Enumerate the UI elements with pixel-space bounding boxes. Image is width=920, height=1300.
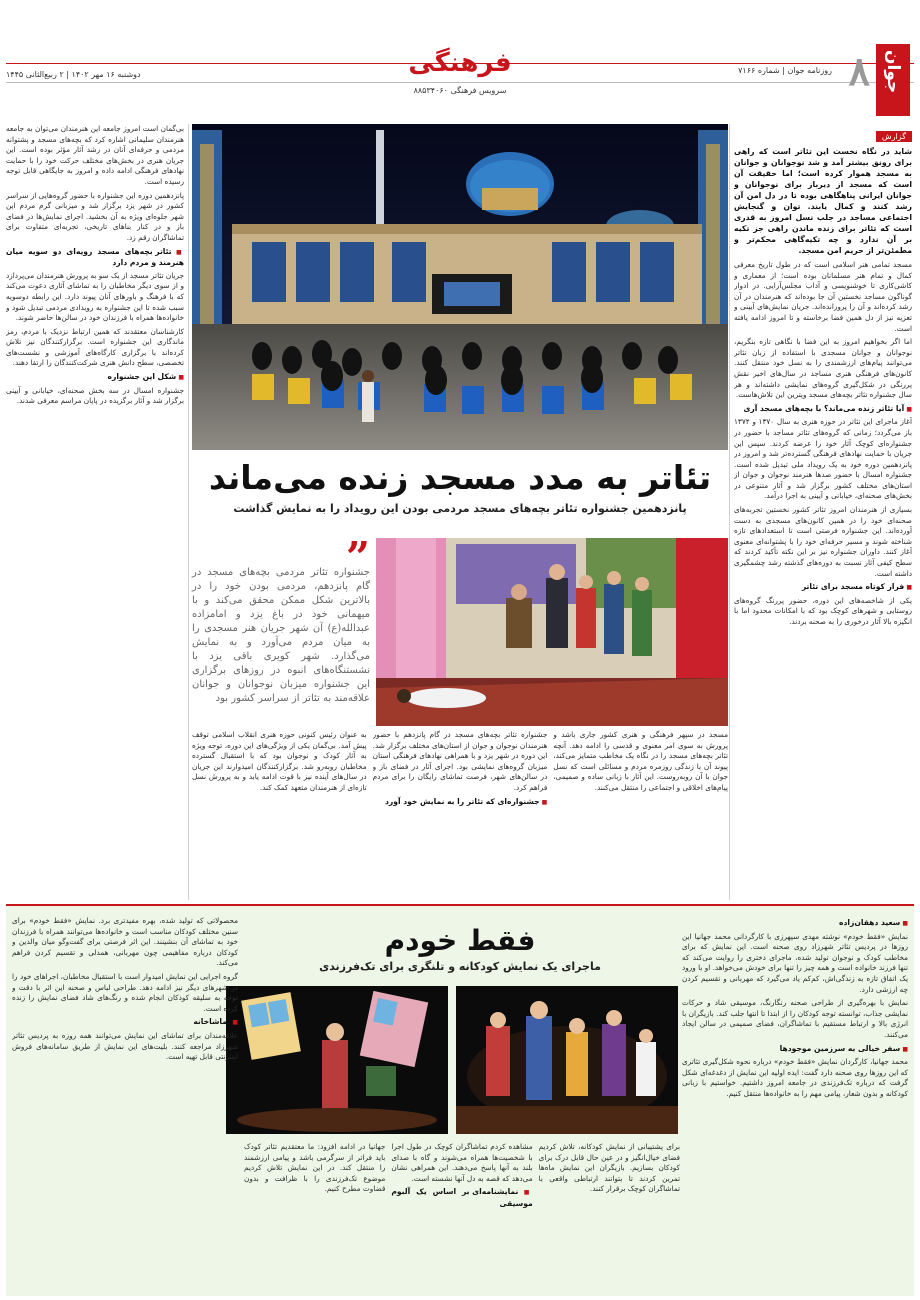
main-headline: تئاتر به مدد مسجد زنده می‌ماند bbox=[208, 458, 712, 497]
subheading: ■ شکل این جشنواره bbox=[6, 372, 184, 384]
play-scene-2 bbox=[226, 986, 448, 1134]
body-paragraph: علاقه‌مندان برای تماشای این نمایش می‌توانند همه روزه به پردیس تئاتر شهرزاد مراجعه کنند. بلیت‌های این نمایش از طریق سامانه‌های فروش اینترنتی قابل تهیه است. bbox=[12, 1030, 238, 1062]
bottom-mid-columns bbox=[244, 1142, 680, 1292]
body-paragraph: مسجد در سپهر فرهنگی و هنری کشور جاری باشد و پرورش به سوی امر معنوی و قدسی را ادامه دهد. آنچه تئاتر بچه‌های مسجد را در نگاه یک مخاطب متمایز می‌کند، پیوند آن با زندگی روزمره مردم و مسائلی است که نسل جوان با آن روبه‌روست. این آثار با زبانی ساده و صمیمی، پیام‌های اخلاقی و اجتماعی را منتقل می‌کنند. bbox=[553, 730, 728, 792]
body-paragraph: مسجد تمامی هنر اسلامی است که در طول تاریخ معرفی کمال و تمام هنر مسلمانان بوده است؛ از معماری و کاشی‌کاری تا خوشنویسی و آداب مجلس‌آرایی. در ادوار گوناگون مساجد نخستین آن جا بوده‌اند که هنرمندان در آن رشد کرده‌اند و آن را پرورانده‌اند. جریان نمایش‌های آیینی و تعزیه نیز از دل همین فضا برخاسته و تا امروز ادامه یافته است. bbox=[734, 260, 912, 333]
body-paragraph: بی‌گمان است امروز جامعه این هنرمندان می‌توان به جامعه هنرمندان سلیمانی اشاره کرد که بچه‌های مسجد و پشتوانه مردمی و حرفه‌ای آنان در رشد آثار مؤثر بوده است. این جریان هنری در بخش‌های مختلف حرکت خود را با حمایت نهادهای فرهنگی ادامه داده و امروز به جایگاهی قابل توجه رسیده است. bbox=[6, 124, 184, 186]
bottom-right-column bbox=[682, 916, 908, 1294]
bottom-left-column bbox=[12, 916, 238, 1294]
pull-quote bbox=[192, 533, 370, 704]
mosque-illustration bbox=[192, 124, 728, 450]
body-paragraph: جشنواره تئاتر بچه‌های مسجد در گام پانزدهم با حضور هنرمندان نوجوان و جوان از استان‌های مختلف برگزار شد. این دوره در شهر یزد و با همراهی نهادهای فرهنگی استان میزبان گروه‌های نمایشی بود. اجرای آثار در فضای باز و در سالن‌های شهر، فرصت تماشای رایگان را برای مردم فراهم کرد. bbox=[372, 730, 548, 792]
subheading: ■ تماشاخانه bbox=[12, 1017, 238, 1029]
text-column bbox=[373, 730, 548, 902]
page-number: ۸ bbox=[848, 48, 870, 95]
body-paragraph: بسیاری از هنرمندان امروز تئاتر کشور نخستین تجربه‌های صحنه‌ای خود را در همین کانون‌های مسجدی به دست آورده‌اند. این جشنواره فرصتی است تا استعدادهای تازه شناخته شوند و مسیر حرفه‌ای خود را با پشتوانه‌ای معنوی آغاز کنند. داوران جشنواره نیز بر این نکته تأکید کردند که سطح کیفی آثار نسبت به دوره‌های گذشته رشد چشمگیری داشته است. bbox=[734, 505, 912, 578]
subheading: ■ آیا تئاتر زنده می‌ماند؟ با بچه‌های مسجد آری bbox=[734, 404, 912, 416]
subheading: ■ تئاتر بچه‌های مسجد رویه‌ای دو سویه میان هنرمند و مردم دارد bbox=[6, 247, 184, 269]
report-tag: گزارش bbox=[876, 131, 912, 142]
paper-info: روزنامه جوان | شماره ۷۱۶۶ bbox=[738, 66, 832, 75]
column-divider bbox=[188, 124, 189, 900]
body-paragraph: یکی از شاخصه‌های این دوره، حضور پررنگ گروه‌های روستایی و شهرهای کوچک بود که با امکانات محدود اما با انگیزه بالا آثار درخوری را به صحنه بردند. bbox=[734, 595, 912, 626]
play-photo-1 bbox=[456, 986, 678, 1134]
subheading: ■ فرار کوتاه مسجد برای تئاتر bbox=[734, 582, 912, 594]
body-paragraph: برای پشتیبانی از نمایش کودکانه، تلاش کردیم فضای خیال‌انگیز و در عین حال قابل درک برای کودکان بسازیم. بازیگران این نمایش ماه‌ها تمرین کردند تا بتوانند ارتباطی واقعی با تماشاگران کوچک برقرار کنند. bbox=[538, 1142, 680, 1194]
body-paragraph: نمایش «فقط خودم» نوشته مهدی سپهرزی با کارگردانی محمد جهانیا این روزها در پردیس تئاتر شهرزاد روی صحنه است. این نمایش که برای مخاطب کودک و نوجوان تولید شده، ماجرای دختری را روایت می‌کند که تنها فرزند خانواده است و همه چیز را تنها برای خودش می‌خواهد. او با ورود یک اتفاق تازه به زندگی‌اش، کم‌کم یاد می‌گیرد که مهربانی و تقسیم کردن چه ارزشی دارد. bbox=[682, 931, 908, 994]
body-paragraph: کارشناسان معتقدند که همین ارتباط نزدیک با مردم، رمز ماندگاری این جشنواره است. برگزارکنندگان نیز تلاش کرده‌اند با برگزاری کارگاه‌های آموزشی و نشست‌های تخصصی، سطح دانش هنری شرکت‌کنندگان را ارتقا دهند. bbox=[6, 326, 184, 368]
subheading: ■ جشنواره‌ای که تئاتر را به نمایش خود آورد bbox=[373, 797, 548, 809]
section-subtitle: سرویس فرهنگی ۸۸۵۳۴۰۶۰ bbox=[413, 86, 507, 95]
author-name: ■ سعید دهقان‌زاده bbox=[682, 918, 908, 930]
text-column bbox=[539, 1142, 680, 1292]
play-scene-1 bbox=[456, 986, 678, 1134]
section-title: فرهنگی bbox=[408, 48, 512, 78]
body-paragraph: مشاهده کردم تماشاگران کوچک در طول اجرا با شخصیت‌ها همراه می‌شوند و گاه با صدای بلند به آنها پاسخ می‌دهند. این همراهی نشان می‌دهد که قصه به دل آنها نشسته است. bbox=[391, 1142, 533, 1183]
play-photo-2 bbox=[226, 986, 448, 1134]
text-column bbox=[553, 730, 728, 902]
bottom-article bbox=[6, 904, 914, 1296]
body-paragraph: نمایش با بهره‌گیری از طراحی صحنه رنگارنگ، موسیقی شاد و حرکات نمایشی جذاب، توانسته توجه کودکان را از ابتدا تا انتها جلب کند. بازیگران با انرژی بالا و ارتباط مستقیم با تماشاگران، فضای صمیمی در سالن ایجاد می‌کنند. bbox=[682, 998, 908, 1039]
quote-mark-icon: ” bbox=[345, 533, 370, 582]
children-play-photo bbox=[376, 538, 728, 726]
body-paragraph: جریان تئاتر مسجد از یک سو به پرورش هنرمندان می‌پردازد و از سوی دیگر مخاطبان را به تماشای آثاری دعوت می‌کند که با فرهنگ و باورهای آنان پیوند دارد. این رابطه دوسویه سبب شده تا این جشنواره به رویدادی مردمی تبدیل شود و خانواده‌ها همراه با فرزندان خود در سالن‌ها حاضر شوند. bbox=[6, 270, 184, 323]
lead-paragraph: شاید در نگاه نخست این تئاتر است که راهی برای رونق بیشتر آمد و شد نوجوانان و جوانان به مسجد هموار کرده است؛ اما حقیقت آن است که مسجد از دیرباز برای نوجوانان و جوانان ایرانی پناهگاهی بوده تا در دل امن آن رشد کنند و کمال یابند. توان و گنجایش اجتماعی مساجد در جلب نسل امروز به قدری است که تئاتر برای زنده ماندن راهی جز تکیه بر آن ندارد و چه تکیه‌گاهی محکم‌تر و مطمئن‌تر از حریم امن مسجد. bbox=[734, 147, 912, 255]
body-paragraph: اما اگر بخواهیم امروز به این فضا با نگاهی تازه بنگریم، نوجوانان و جوانان مسجدی با استفاده از زبان تئاتر می‌توانند پیام‌های ارزشمندی را به نسل خود منتقل کنند. کانون‌های فرهنگی هنری مساجد در سال‌های اخیر نقش پررنگی در شکل‌گیری گروه‌های نمایشی داشته‌اند و هر سال جشنواره تئاتر بچه‌های مسجد ویترین این تلاش‌هاست. bbox=[734, 337, 912, 400]
date-line: دوشنبه ۱۶ مهر ۱۴۰۲ | ۲ ربیع‌الثانی ۱۴۴۵ bbox=[6, 70, 141, 79]
body-paragraph: گروه اجرایی این نمایش امیدوار است با استقبال مخاطبان، اجراهای خود را در شهرهای دیگر نیز ادامه دهد. طراحی لباس و صحنه این اثر با دقت و توجه به سلیقه کودکان انجام شده و رنگ‌های شاد فضای نمایش را زنده کرده است. bbox=[12, 971, 238, 1013]
quote-text: جشنواره تئاتر مردمی بچه‌های مسجد در گام پانزدهم، مردمی بودن خود را در بالاترین شکل ممکن محقق می‌کند و با میهمانی خود در باغ یزد و امامزاده عبدالله(ع) آن شهر جریان هنر مسجدی را به میان مردم می‌آورد و به نمایش می‌گذارد. شهر کویری باقی یزد با نشستنگاه‌های انبوه در روزهای برگزاری این جشنواره میزبان نوجوانان و جوانان علاقه‌مند به تئاتر از سراسر کشور بود bbox=[192, 567, 370, 704]
bottom-subhead: ماجرای یک نمایش کودکانه و تلنگری برای تک‌فرزندی bbox=[319, 960, 601, 973]
subheading: ■ سفر خیالی به سرزمین موجودها bbox=[682, 1044, 908, 1056]
body-paragraph: جشنواره امسال در سه بخش صحنه‌ای، خیابانی و آیینی برگزار شد و آثار برگزیده در پایان مراسم معرفی شدند. bbox=[6, 385, 184, 406]
page-header bbox=[0, 0, 920, 118]
subheading: ■ نمایشنامه‌ای بر اساس یک آلبوم موسیقی bbox=[391, 1187, 532, 1209]
header-rule-2 bbox=[6, 82, 914, 83]
left-column bbox=[6, 124, 184, 904]
body-paragraph: جهانیا در ادامه افزود: ما معتقدیم تئاتر کودک باید فراتر از سرگرمی باشد و پیامی ارزشمند را منتقل کند. در این نمایش تلاش کردیم موضوع تک‌فرزندی را با ظرافت و بدون قضاوت مطرح کنیم. bbox=[244, 1142, 386, 1194]
column-divider bbox=[729, 124, 730, 900]
text-column bbox=[192, 730, 367, 902]
body-paragraph: پانزدهمین دوره این جشنواره با حضور گروه‌هایی از سراسر کشور در شهر یزد برگزار شد و میزبانی گرم مردم این شهر جلوه‌ای ویژه به آن بخشید. اجرای نمایش‌ها در فضای باز و در کنار بناهای تاریخی، تجربه‌ای متفاوت برای تماشاگران رقم زد. bbox=[6, 190, 184, 242]
stage-illustration bbox=[376, 538, 728, 726]
text-column bbox=[244, 1142, 385, 1292]
body-paragraph: آغاز ماجرای این تئاتر در حوزه هنری به سال ۱۳۷۰ و ۱۳۷۴ باز می‌گردد؛ زمانی که گروه‌های تئاتر مساجد با حضور در جشنواره‌ای کوچک آثار خود را عرضه کردند. سپس این جریان با حمایت نهادهای فرهنگی گسترده‌تر شد و امروز در پانزدهمین دوره خود به یک رویداد ملی تبدیل شده است. جشنواره امسال با حضور صدها هنرمند نوجوان و جوان از استان‌های مختلف کشور برگزار شد و آثار متنوعی در بخش‌های صحنه‌ای، خیابانی و آیینی به اجرا درآمد. bbox=[734, 417, 912, 501]
body-paragraph: به عنوان رئیس کنونی حوزه هنری انقلاب اسلامی توقف پیش آمد. بی‌گمان یکی از ویژگی‌های این دوره، توجه ویژه به آثار کودک و نوجوان بود که با استقبال گسترده مخاطبان روبه‌رو شد. برگزارکنندگان امیدوارند این جریان در سال‌های آینده نیز با قوت ادامه یابد و به پرورش نسل تازه‌ای از هنرمندان متعهد کمک کند. bbox=[191, 730, 367, 792]
right-column bbox=[734, 124, 912, 904]
body-paragraph: محمد جهانیا، کارگردان نمایش «فقط خودم» درباره نحوه شکل‌گیری تئاتری که این روزها روی صحنه دارد گفت: ایده اولیه این نمایش از دغدغه‌ای شکل گرفت که درباره تک‌فرزندی در جامعه امروز داشتیم. خواستیم با زبانی کودکانه و بدون شعار، پیامی مهم را به خانواده‌ها منتقل کنیم. bbox=[682, 1057, 908, 1098]
body-paragraph: محصولاتی که تولید شده، بهره مفیدتری برد. نمایش «فقط خودم» برای سنین مختلف کودکان مناسب است و خانواده‌ها می‌توانند همراه با فرزندان خود به تماشای آن بنشینند. این اثر فرصتی برای گفت‌وگو میان والدین و کودکان درباره مفاهیمی چون مهربانی، همدلی و تقسیم کردن فراهم می‌کند. bbox=[12, 916, 238, 968]
logo-text: جوان bbox=[883, 50, 903, 94]
main-subhead: پانزدهمین جشنواره تئاتر بچه‌های مسجد مردمی بودن این رویداد را به نمایش گذاشت bbox=[233, 502, 687, 515]
mosque-courtyard-photo bbox=[192, 124, 728, 450]
text-column bbox=[391, 1142, 532, 1292]
mid-text-columns bbox=[192, 730, 728, 902]
bottom-headline: فقط خودم bbox=[384, 924, 536, 957]
